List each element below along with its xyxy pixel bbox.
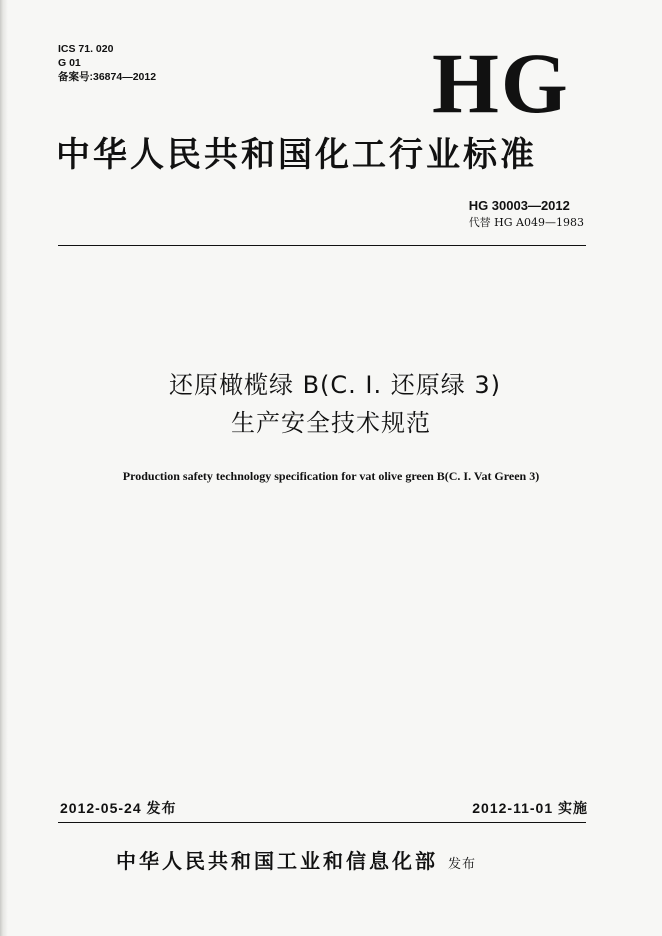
implementation-date: 2012-11-01 实施 bbox=[472, 800, 588, 816]
issuing-authority bbox=[116, 845, 476, 874]
ics-code: ICS 71. 020 bbox=[58, 43, 114, 55]
title-line-2: 生产安全技术规范 bbox=[231, 409, 431, 437]
issuer-verb: 发布 bbox=[448, 857, 477, 872]
replaces-standard: 代替 HG A049—1983 bbox=[468, 216, 584, 229]
standard-code-block bbox=[469, 197, 584, 231]
ccs-code: G 01 bbox=[58, 57, 81, 69]
standard-number: HG 30003—2012 bbox=[468, 198, 570, 213]
title-line-1: 还原橄榄绿 B(C. I. 还原绿 3) bbox=[168, 371, 502, 399]
top-divider bbox=[58, 245, 586, 246]
english-title: Production safety technology specification for vat olive green B(C. I. Vat Green 3) bbox=[122, 469, 540, 483]
bottom-divider bbox=[58, 822, 586, 823]
issue-date: 2012-05-24 发布 bbox=[60, 800, 177, 816]
hg-logo: HG bbox=[432, 35, 570, 131]
record-number: 备案号:36874—2012 bbox=[58, 71, 157, 83]
document-title bbox=[0, 366, 662, 442]
issuer-name: 中华人民共和国工业和信息化部 bbox=[116, 849, 438, 873]
standard-category: 中华人民共和国化工行业标准 bbox=[56, 135, 537, 175]
classification-block bbox=[58, 42, 156, 84]
